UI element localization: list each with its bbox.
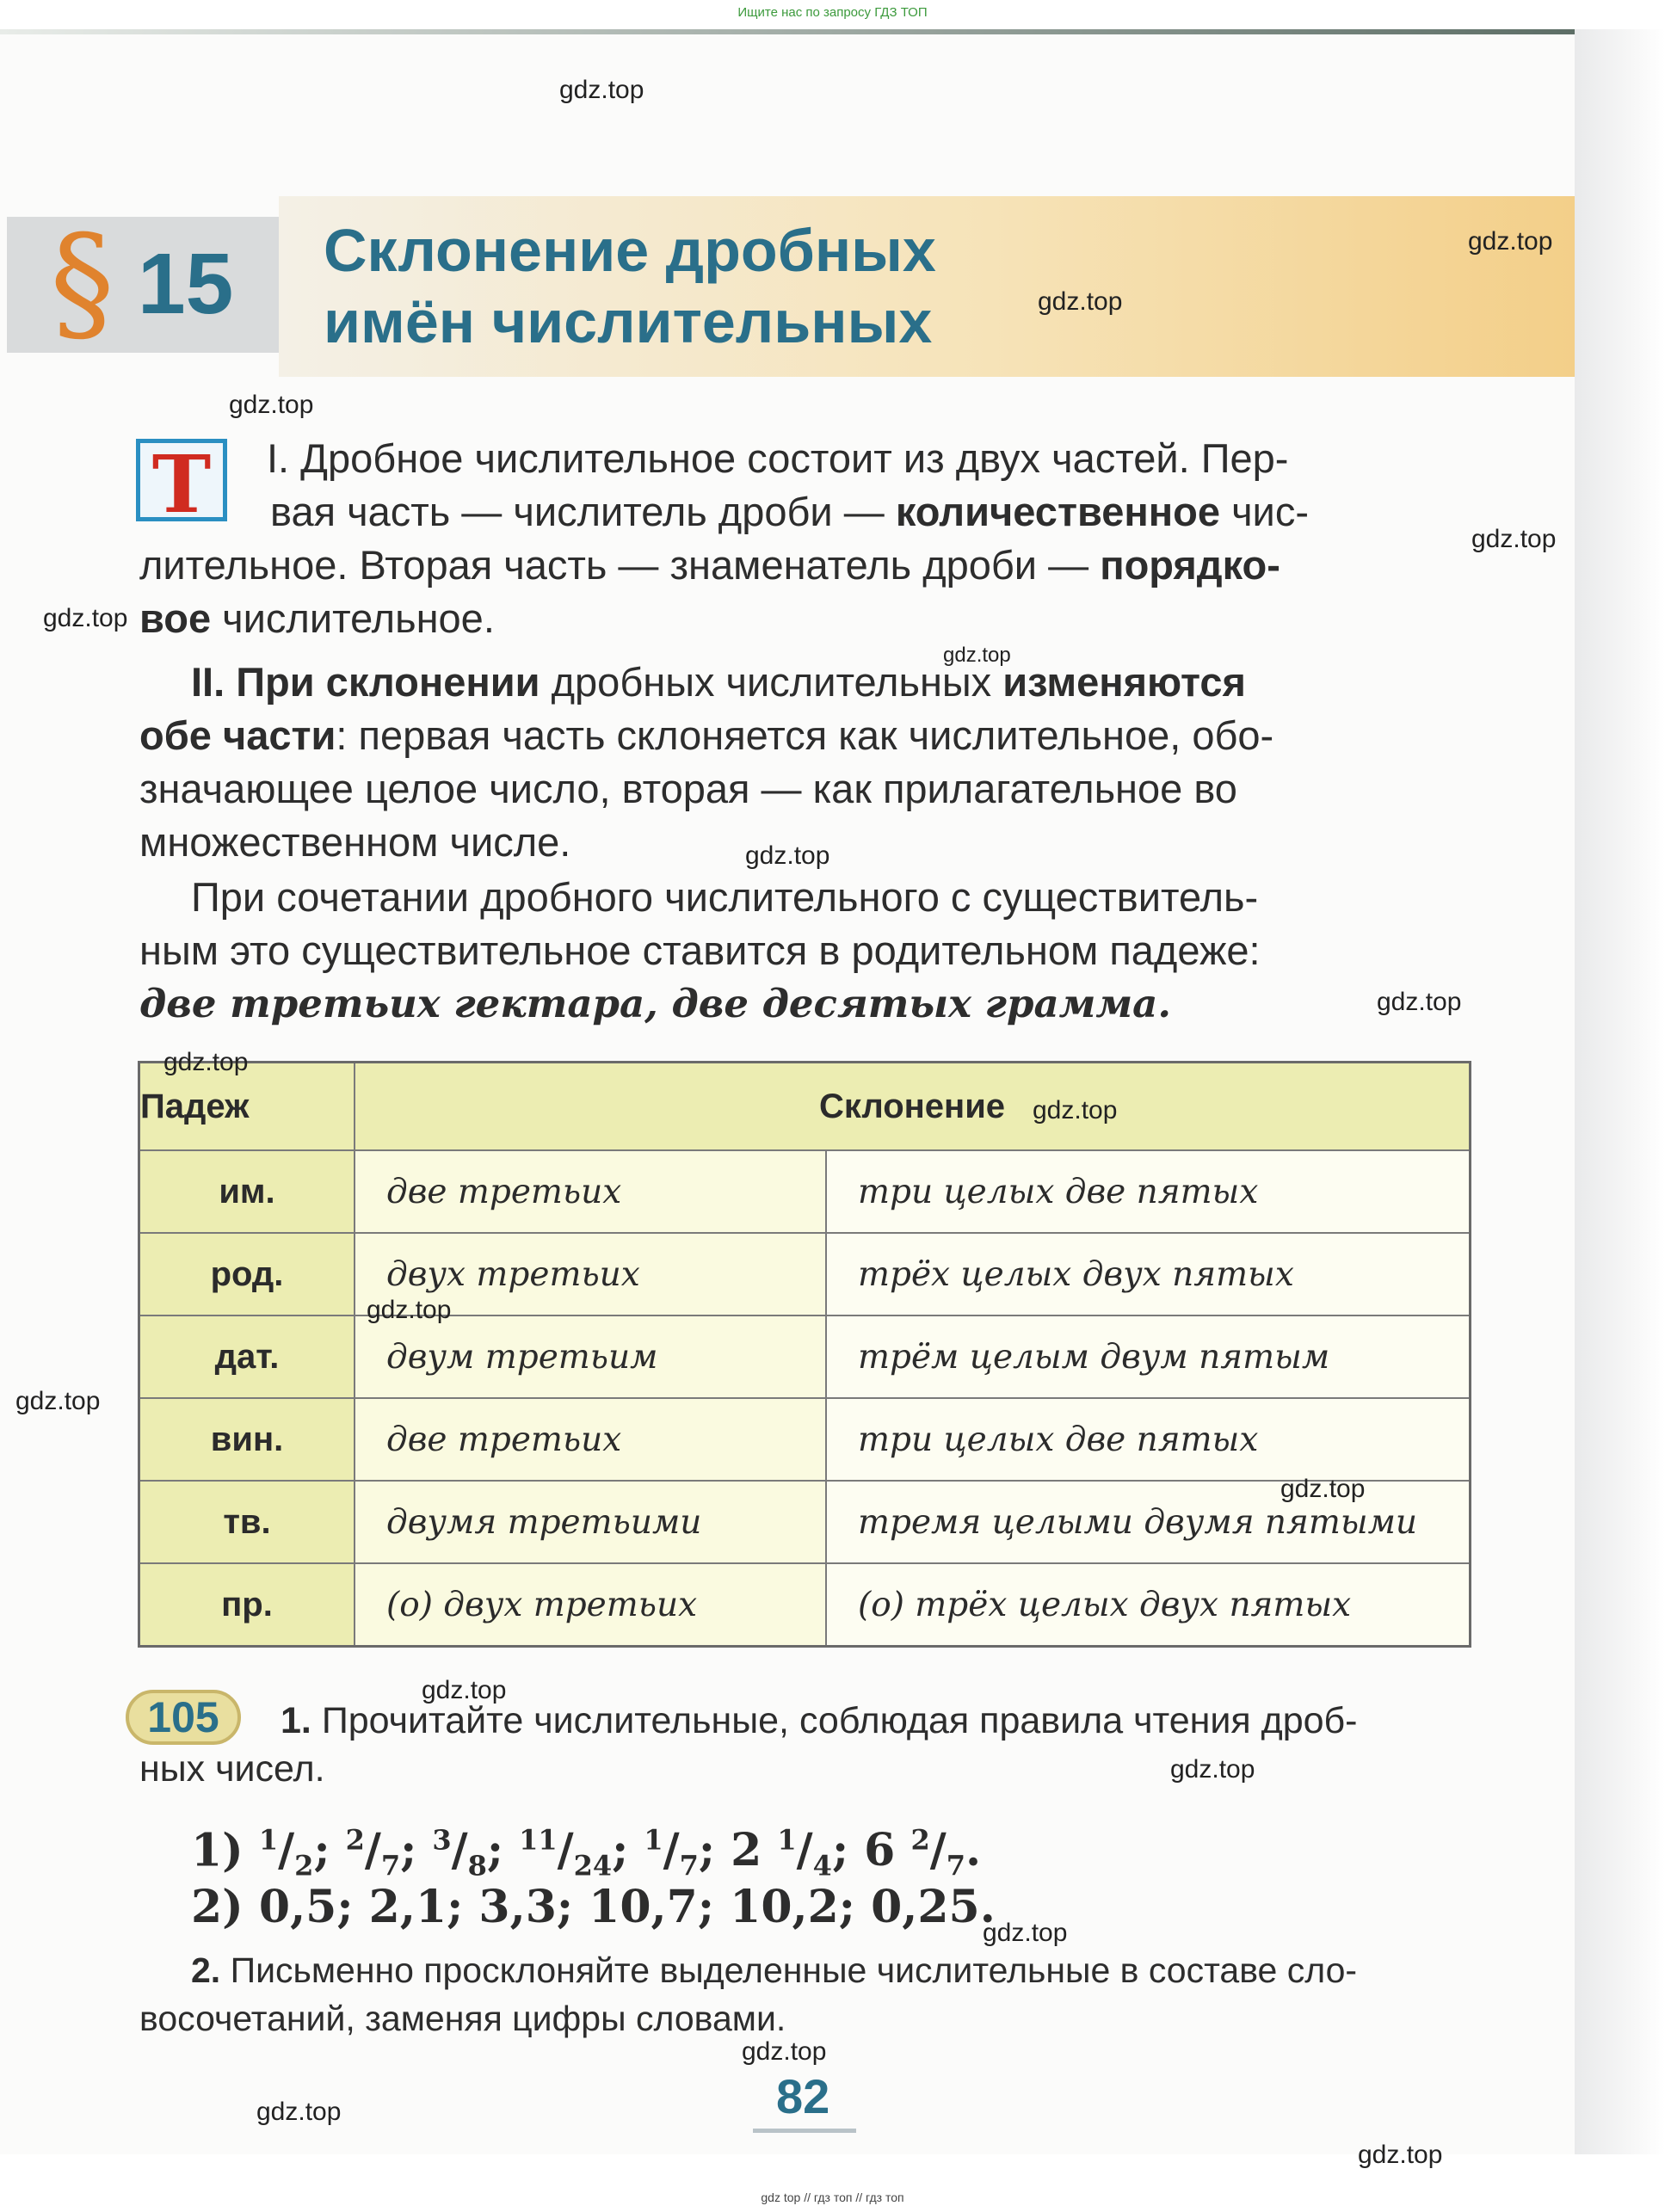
table-row: пр. (о) двух третьих (о) трёх целых двух пятых: [139, 1563, 1471, 1647]
watermark: gdz.top: [1170, 1755, 1255, 1784]
watermark: gdz.top: [15, 1387, 101, 1415]
fraction-item: 6 $^2/_7$.: [864, 1824, 982, 1882]
page-number: 82: [776, 2069, 830, 2123]
rule3-example: две третьих гектара, две десятых грамма.: [139, 981, 1171, 1026]
fraction-item: 2 $^1/_4$;: [731, 1824, 849, 1882]
rule2-line4: множественном числе.: [139, 819, 571, 865]
table-row: род. двух третьих трёх целых двух пятых: [139, 1233, 1471, 1315]
watermark: gdz.top: [1280, 1475, 1366, 1503]
watermark: gdz.top: [367, 1296, 452, 1324]
rule2-line3: значающее целое число, вторая — как прилагательное во: [139, 766, 1237, 811]
watermark: gdz.top: [229, 391, 314, 419]
watermark: gdz.top: [559, 76, 644, 104]
task1-line2: ных чисел.: [139, 1748, 325, 1790]
rule2-line1: II. При склонении дробных числительных изменяются: [191, 659, 1246, 705]
table-header-row: [139, 1063, 1471, 1151]
rule1-line1: I. Дробное числительное состоит из двух частей. Пер-: [267, 435, 1289, 481]
fraction-item: $^3/_8$;: [432, 1824, 504, 1882]
watermark: gdz.top: [1471, 525, 1557, 553]
page-spine: [1575, 29, 1665, 2154]
table-row: дат. двум третьим трём целым двум пятым: [139, 1315, 1471, 1398]
rule3-line1: При сочетании дробного числительного с существитель-: [191, 874, 1259, 920]
top-note: Ищите нас по запросу ГДЗ ТОП: [737, 5, 928, 20]
watermark: gdz.top: [1038, 287, 1123, 316]
rule1-line3: лительное. Вторая часть — знаменатель дроби — порядко-: [139, 542, 1280, 588]
fraction-item: $^{11}/_{24}$;: [519, 1824, 629, 1882]
theory-icon: [136, 438, 227, 531]
declension-table: [138, 1061, 1471, 1648]
watermark: gdz.top: [745, 841, 830, 870]
page-top-edge: [0, 29, 1575, 34]
rule2-line2: обе части: первая часть склоняется как числительное, обо-: [139, 712, 1274, 758]
decimals-list: 2) 0,5; 2,1; 3,3; 10,7; 10,2; 0,25.: [191, 1881, 996, 1933]
watermark: gdz.top: [163, 1048, 249, 1076]
rule3-line2: ным это существительное ставится в родительном падеже:: [139, 927, 1261, 973]
table-row: им. две третьих три целых две пятых: [139, 1150, 1471, 1233]
task2-line2: восочетаний, заменяя цифры словами.: [139, 1999, 786, 2038]
watermark: gdz.top: [943, 644, 1011, 667]
header-declension: Склонение: [355, 1063, 1471, 1151]
table-row: тв. двумя третьими тремя целыми двумя пятыми: [139, 1481, 1471, 1563]
watermark: gdz.top: [742, 2037, 827, 2066]
fractions-list: 1) $^1/_2$; $^2/_7$; $^3/_8$; $^{11}/_{24}$; $^1/_7$; 2 $^1/_4$; 6 $^2/_7$.: [191, 1810, 996, 1896]
section-title: [324, 215, 936, 357]
watermark: gdz.top: [422, 1676, 507, 1704]
theory-icon-letter: T: [151, 438, 212, 531]
rule1-line2: вая часть — числитель дроби — количественное чис-: [270, 489, 1309, 534]
fraction-item: $^1/_7$;: [644, 1824, 716, 1882]
table-row: вин. две третьих три целых две пятых: [139, 1398, 1471, 1481]
exercise-number-badge: 105: [126, 1690, 241, 1745]
section-number: 15: [138, 236, 234, 332]
watermark: gdz.top: [256, 2098, 342, 2126]
watermark: gdz.top: [1358, 2141, 1443, 2169]
task2-line1: 2. Письменно просклоняйте выделенные числительные в составе сло-: [191, 1950, 1358, 1990]
page-number-underline: [753, 2129, 856, 2133]
fraction-item: $^2/_7$;: [345, 1824, 417, 1882]
watermark: gdz.top: [1377, 988, 1462, 1016]
fraction-items: [258, 1824, 996, 1882]
watermark: gdz.top: [1033, 1096, 1118, 1124]
section-sign: §: [50, 208, 114, 358]
watermark: gdz.top: [1468, 227, 1553, 256]
fraction-item: $^1/_2$;: [258, 1824, 330, 1882]
title-line-2: имён числительных: [324, 287, 933, 355]
rule1-line4: вое числительное.: [139, 595, 495, 641]
title-line-1: Склонение дробных: [324, 217, 936, 284]
watermark: gdz.top: [43, 604, 128, 632]
header-case: Падеж: [139, 1063, 355, 1151]
watermark: gdz.top: [983, 1919, 1068, 1947]
task1-line1: 1. Прочитайте числительные, соблюдая правила чтения дроб-: [281, 1700, 1358, 1741]
bottom-note: gdz top // гдз топ // гдз топ: [761, 2190, 904, 2204]
